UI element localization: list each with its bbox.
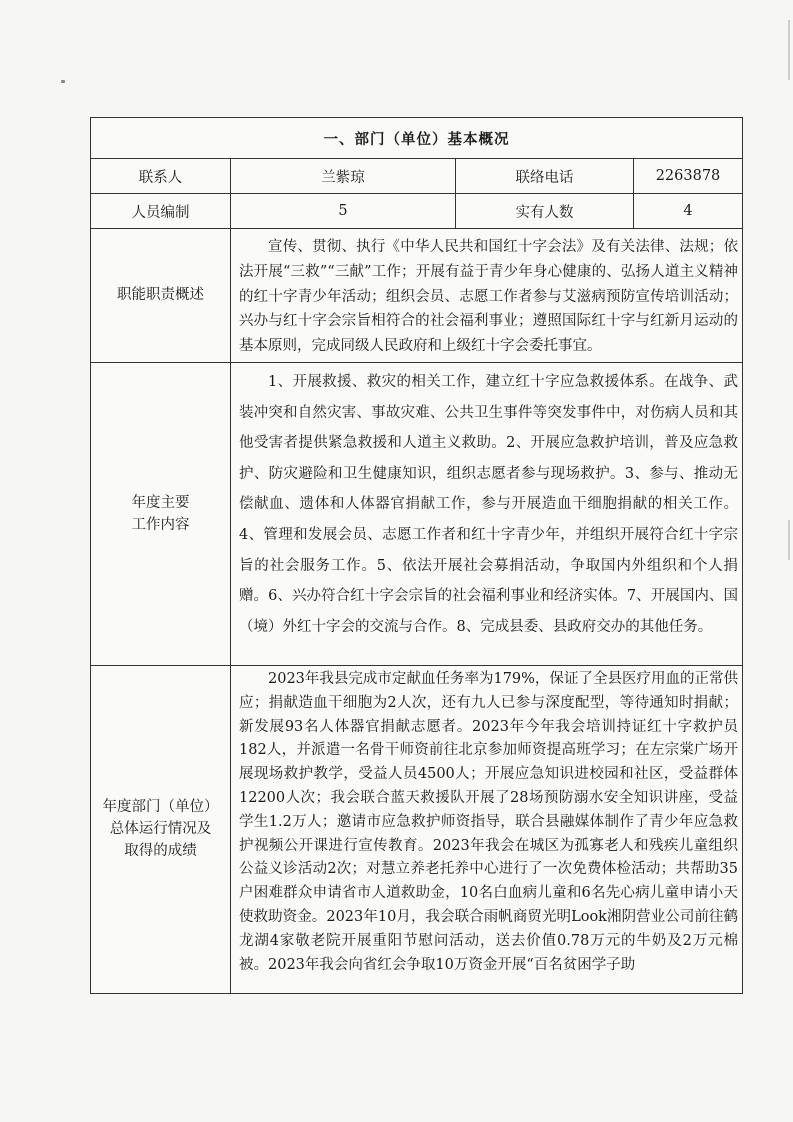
phone-label: 联络电话	[456, 159, 634, 194]
achievements-label	[91, 665, 231, 993]
contact-value: 兰紫琼	[231, 159, 456, 194]
basic-info-table	[90, 117, 743, 994]
duties-label: 职能职责概述	[91, 229, 231, 363]
achievements-label-line: 年度部门（单位）	[102, 799, 219, 816]
contact-label: 联系人	[91, 159, 231, 194]
annual-work-label	[91, 362, 231, 665]
achievements-label-line: 总体运行情况及	[109, 821, 212, 838]
actual-staff-value: 4	[634, 194, 743, 229]
phone-value: 2263878	[634, 159, 743, 194]
staff-row	[91, 194, 743, 229]
section-title: 一、部门（单位）基本概况	[91, 118, 743, 159]
annual-work-row	[91, 362, 743, 665]
annual-work-text: 1、开展救援、救灾的相关工作，建立红十字应急救援体系。在战争、武装冲突和自然灾害、事故灾难、公共卫生事件等突发事件中，对伤病人员和其他受害者提供紧急救援和人道主义救助。2、开展应急救护培训，普及应急救护、防灾避险和卫生健康知识，组织志愿者参与现场救护。3、参与、推动无偿献血、遗体和人体器官捐献工作，参与开展造血干细胞捐献的相关工作。4、管理和发展会员、志愿工作者和红十字青少年，并组织开展符合红十字宗旨的社会服务工作。5、依法开展社会募捐活动，争取国内外组织和个人捐赠。6、兴办符合红十字会宗旨的社会福利事业和经济实体。7、开展国内、国（境）外红十字会的交流与合作。8、完成县委、县政府交办的其他任务。	[231, 362, 743, 665]
achievements-text: 2023年我县完成市定献血任务率为179%，保证了全县医疗用血的正常供应；捐献造血干细胞为2人次，还有九人已参与深度配型，等待通知时捐献；新发展93名人体器官捐献志愿者。2023年今年我会培训持证红十字救护员182人，并派遣一名骨干师资前往北京参加师资提高班学习；在左宗棠广场开展现场救护教学，受益人员4500人；开展应急知识进校园和社区，受益群体12200人次；我会联合蓝天救援队开展了28场预防溺水安全知识讲座，受益学生1.2万人；邀请市应急救护师资指导，联合县融媒体制作了青少年应急救护视频公开课进行宣传教育。2023年我会在城区为孤寡老人和残疾儿童组织公益义诊活动2次；对慧立养老托养中心进行了一次免费体检活动；共帮助35户困难群众申请省市人道救助金，10名白血病儿童和6名先心病儿童申请小天使救助资金。2023年10月，我会联合雨帆商贸光明Look湘阴营业公司前往鹤龙湖4家敬老院开展重阳节慰问活动，送去价值0.78万元的牛奶及2万元棉被。2023年我会向省红会争取10万资金开展“百名贫困学子助	[231, 665, 743, 993]
annual-work-label-line: 年度主要	[131, 494, 190, 511]
staff-quota-label: 人员编制	[91, 194, 231, 229]
achievements-label-line: 取得的成绩	[124, 843, 197, 860]
actual-staff-label: 实有人数	[456, 194, 634, 229]
annual-work-label-line: 工作内容	[131, 516, 190, 533]
scan-edge-mark	[788, 520, 790, 560]
scan-speck	[61, 80, 65, 83]
contact-row	[91, 159, 743, 194]
title-row	[91, 118, 743, 159]
duties-row	[91, 229, 743, 363]
duties-text: 宣传、贯彻、执行《中华人民共和国红十字会法》及有关法律、法规；依法开展“三救”“三献”工作；开展有益于青少年身心健康的、弘扬人道主义精神的红十字青少年活动；组织会员、志愿工作者参与艾滋病预防宣传培训活动；兴办与红十字会宗旨相符合的社会福利事业；遵照国际红十字与红新月运动的基本原则，完成同级人民政府和上级红十字会委托事宜。	[231, 229, 743, 363]
staff-quota-value: 5	[231, 194, 456, 229]
scan-edge-mark	[788, 20, 790, 80]
achievements-row	[91, 665, 743, 993]
